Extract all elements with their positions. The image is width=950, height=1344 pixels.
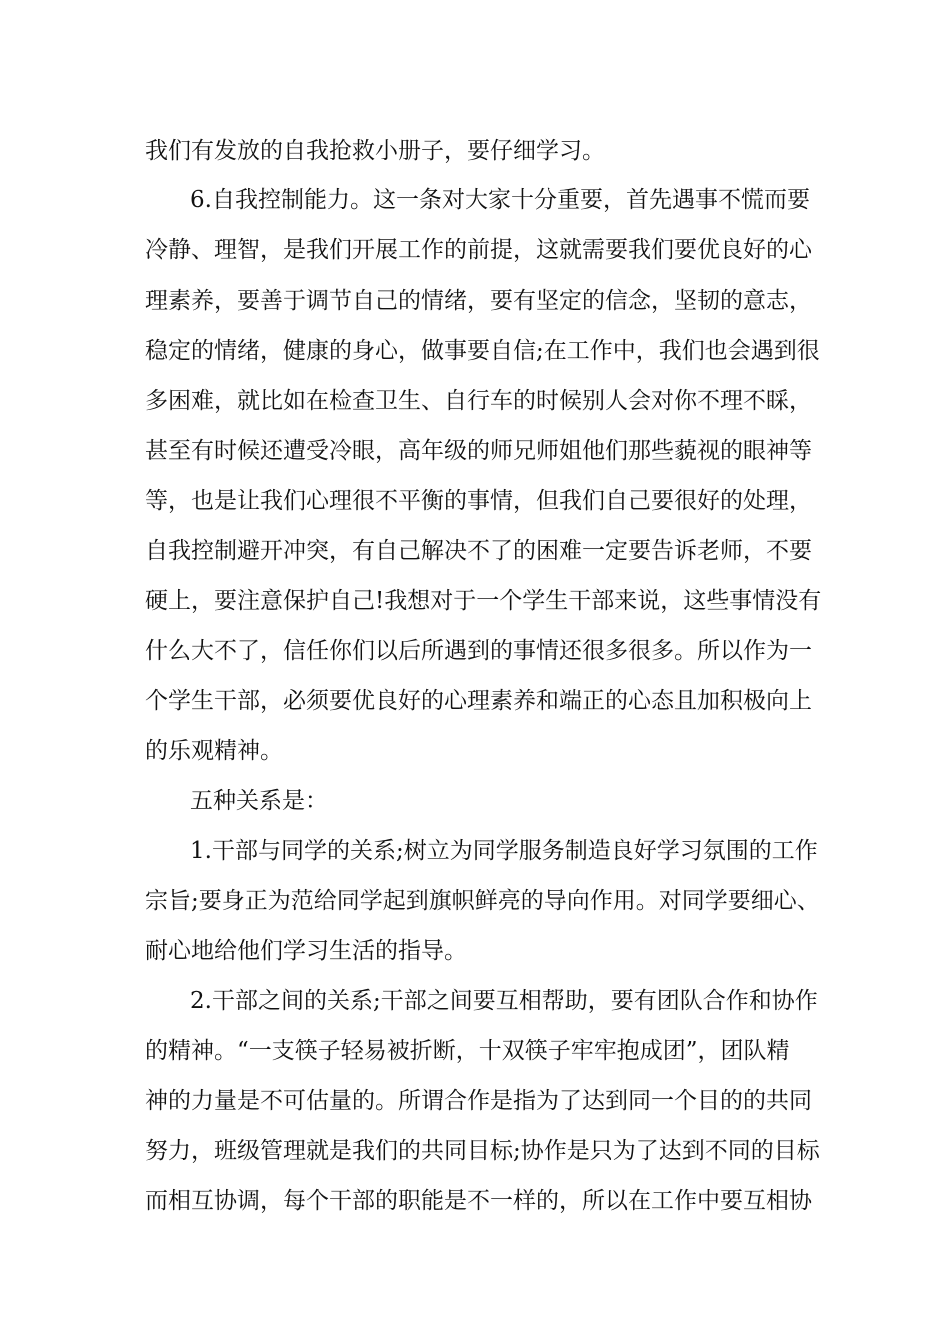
paragraph-first-line: 6.自我控制能力。这一条对大家十分重要，首先遇事不慌而要	[190, 187, 810, 213]
body-text-line: 等，也是让我们心理很不平衡的事情，但我们自己要很好的处理，	[145, 488, 812, 514]
body-text-line: 努力，班级管理就是我们的共同目标;协作是只为了达到不同的目标	[145, 1138, 820, 1164]
section-heading: 五种关系是：	[190, 788, 328, 814]
body-text-line: 我们有发放的自我抢救小册子，要仔细学习。	[145, 138, 605, 164]
body-text-line: 的精神。“一支筷子轻易被折断，十双筷子牢牢抱成团”，团队精	[145, 1038, 790, 1064]
body-text-line: 自我控制避开冲突，有自己解决不了的困难一定要告诉老师，不要	[145, 538, 812, 564]
body-text-line: 宗旨;要身正为范给同学起到旗帜鲜亮的导向作用。对同学要细心、	[145, 888, 820, 914]
body-text-line: 什么大不了，信任你们以后所遇到的事情还很多很多。所以作为一	[145, 638, 812, 664]
body-text-line: 冷静、理智，是我们开展工作的前提，这就需要我们要优良好的心	[145, 237, 812, 263]
body-text-line: 神的力量是不可估量的。所谓合作是指为了达到同一个目的的共同	[145, 1088, 812, 1114]
body-text-line: 而相互协调，每个干部的职能是不一样的，所以在工作中要互相协	[145, 1188, 812, 1214]
body-text-line: 硬上，要注意保护自己!我想对于一个学生干部来说，这些事情没有	[145, 588, 822, 614]
body-text-line: 稳定的情绪，健康的身心，做事要自信;在工作中，我们也会遇到很	[145, 338, 820, 364]
body-text-line: 多困难，就比如在检查卫生、自行车的时候别人会对你不理不睬，	[145, 388, 812, 414]
paragraph-first-line: 2.干部之间的关系;干部之间要互相帮助，要有团队合作和协作	[190, 988, 818, 1014]
paragraph-first-line: 1.干部与同学的关系;树立为同学服务制造良好学习氛围的工作	[190, 838, 818, 864]
body-text-line: 理素养，要善于调节自己的情绪，要有坚定的信念，坚韧的意志，	[145, 288, 812, 314]
body-text-line: 甚至有时候还遭受冷眼，高年级的师兄师姐他们那些藐视的眼神等	[145, 438, 812, 464]
body-text-line: 个学生干部，必须要优良好的心理素养和端正的心态且加积极向上	[145, 688, 812, 714]
body-text-line: 耐心地给他们学习生活的指导。	[145, 938, 467, 964]
body-text-line: 的乐观精神。	[145, 738, 283, 764]
